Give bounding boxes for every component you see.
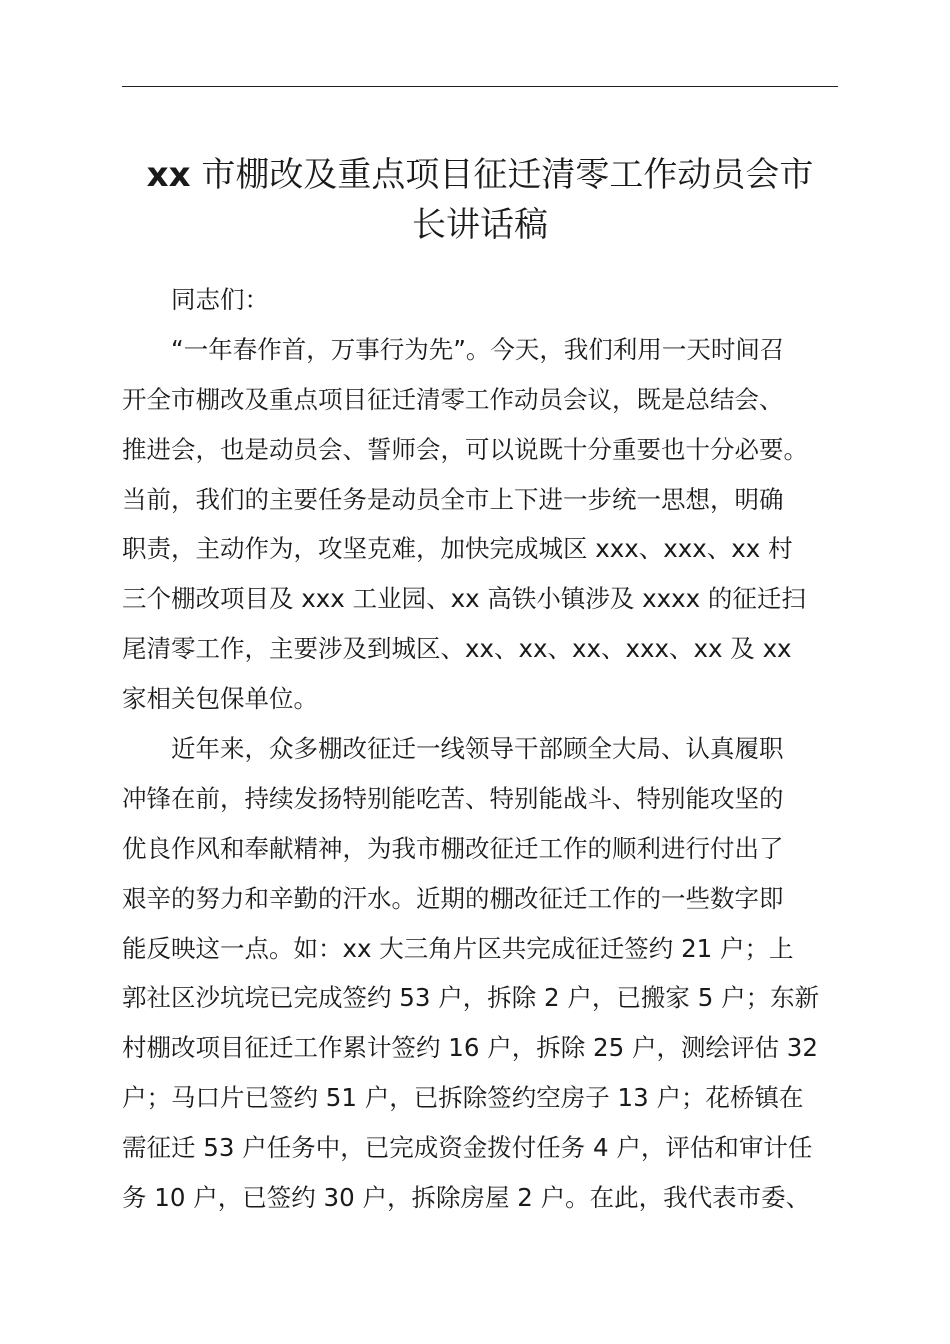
paragraph-line: 职责，主动作为，攻坚克难，加快完成城区 xxx、xxx、xx 村 bbox=[122, 534, 793, 564]
title-line-1-text: 市棚改及重点项目征迁清零工作动员会市 bbox=[190, 155, 814, 195]
paragraph-line: 推进会，也是动员会、誓师会，可以说既十分重要也十分必要。 bbox=[122, 434, 808, 464]
paragraph-line: 优良作风和奉献精神，为我市棚改征迁工作的顺利进行付出了 bbox=[122, 833, 784, 863]
paragraph-line: 近年来，众多棚改征迁一线领导干部顾全大局、认真履职 bbox=[171, 734, 784, 764]
paragraph-line: 开全市棚改及重点项目征迁清零工作动员会议，既是总结会、 bbox=[122, 384, 784, 414]
header-rule bbox=[122, 86, 838, 87]
paragraph-line: 村棚改项目征迁工作累计签约 16 户，拆除 25 户，测绘评估 32 bbox=[122, 1033, 818, 1063]
paragraph-line: 郭社区沙坑垸已完成签约 53 户，拆除 2 户，已搬家 5 户；东新 bbox=[122, 983, 820, 1013]
paragraph-2 bbox=[122, 724, 838, 1223]
paragraph-line: 尾清零工作，主要涉及到城区、xx、xx、xx、xxx、xx 及 xx bbox=[122, 634, 792, 664]
title-line-2: 长讲话稿 bbox=[412, 205, 548, 245]
paragraph-line: 户；马口片已签约 51 户，已拆除签约空房子 13 户；花桥镇在 bbox=[122, 1083, 804, 1113]
document-title bbox=[122, 150, 838, 250]
document-body bbox=[122, 275, 838, 1223]
paragraph-line: 三个棚改项目及 xxx 工业园、xx 高铁小镇涉及 xxxx 的征迁扫 bbox=[122, 584, 806, 614]
title-prefix: xx bbox=[146, 155, 191, 195]
paragraph-line: 务 10 户，已签约 30 户，拆除房屋 2 户。在此，我代表市委、 bbox=[122, 1183, 811, 1213]
paragraph-1 bbox=[122, 325, 838, 724]
paragraph-line: 能反映这一点。如：xx 大三角片区共完成征迁签约 21 户；上 bbox=[122, 933, 794, 963]
salutation: 同志们： bbox=[171, 285, 269, 314]
paragraph-line: 需征迁 53 户任务中，已完成资金拨付任务 4 户，评估和审计任 bbox=[122, 1133, 813, 1163]
title-line-1 bbox=[122, 150, 838, 200]
paragraph-line: 当前，我们的主要任务是动员全市上下进一步统一思想，明确 bbox=[122, 484, 784, 514]
paragraph-line: 家相关包保单位。 bbox=[122, 684, 318, 714]
paragraph-line: 艰辛的努力和辛勤的汗水。近期的棚改征迁工作的一些数字即 bbox=[122, 883, 784, 913]
paragraph-line: 冲锋在前，持续发扬特别能吃苦、特别能战斗、特别能攻坚的 bbox=[122, 783, 784, 813]
paragraph-line: “一年春作首，万事行为先”。今天，我们利用一天时间召 bbox=[171, 334, 785, 364]
